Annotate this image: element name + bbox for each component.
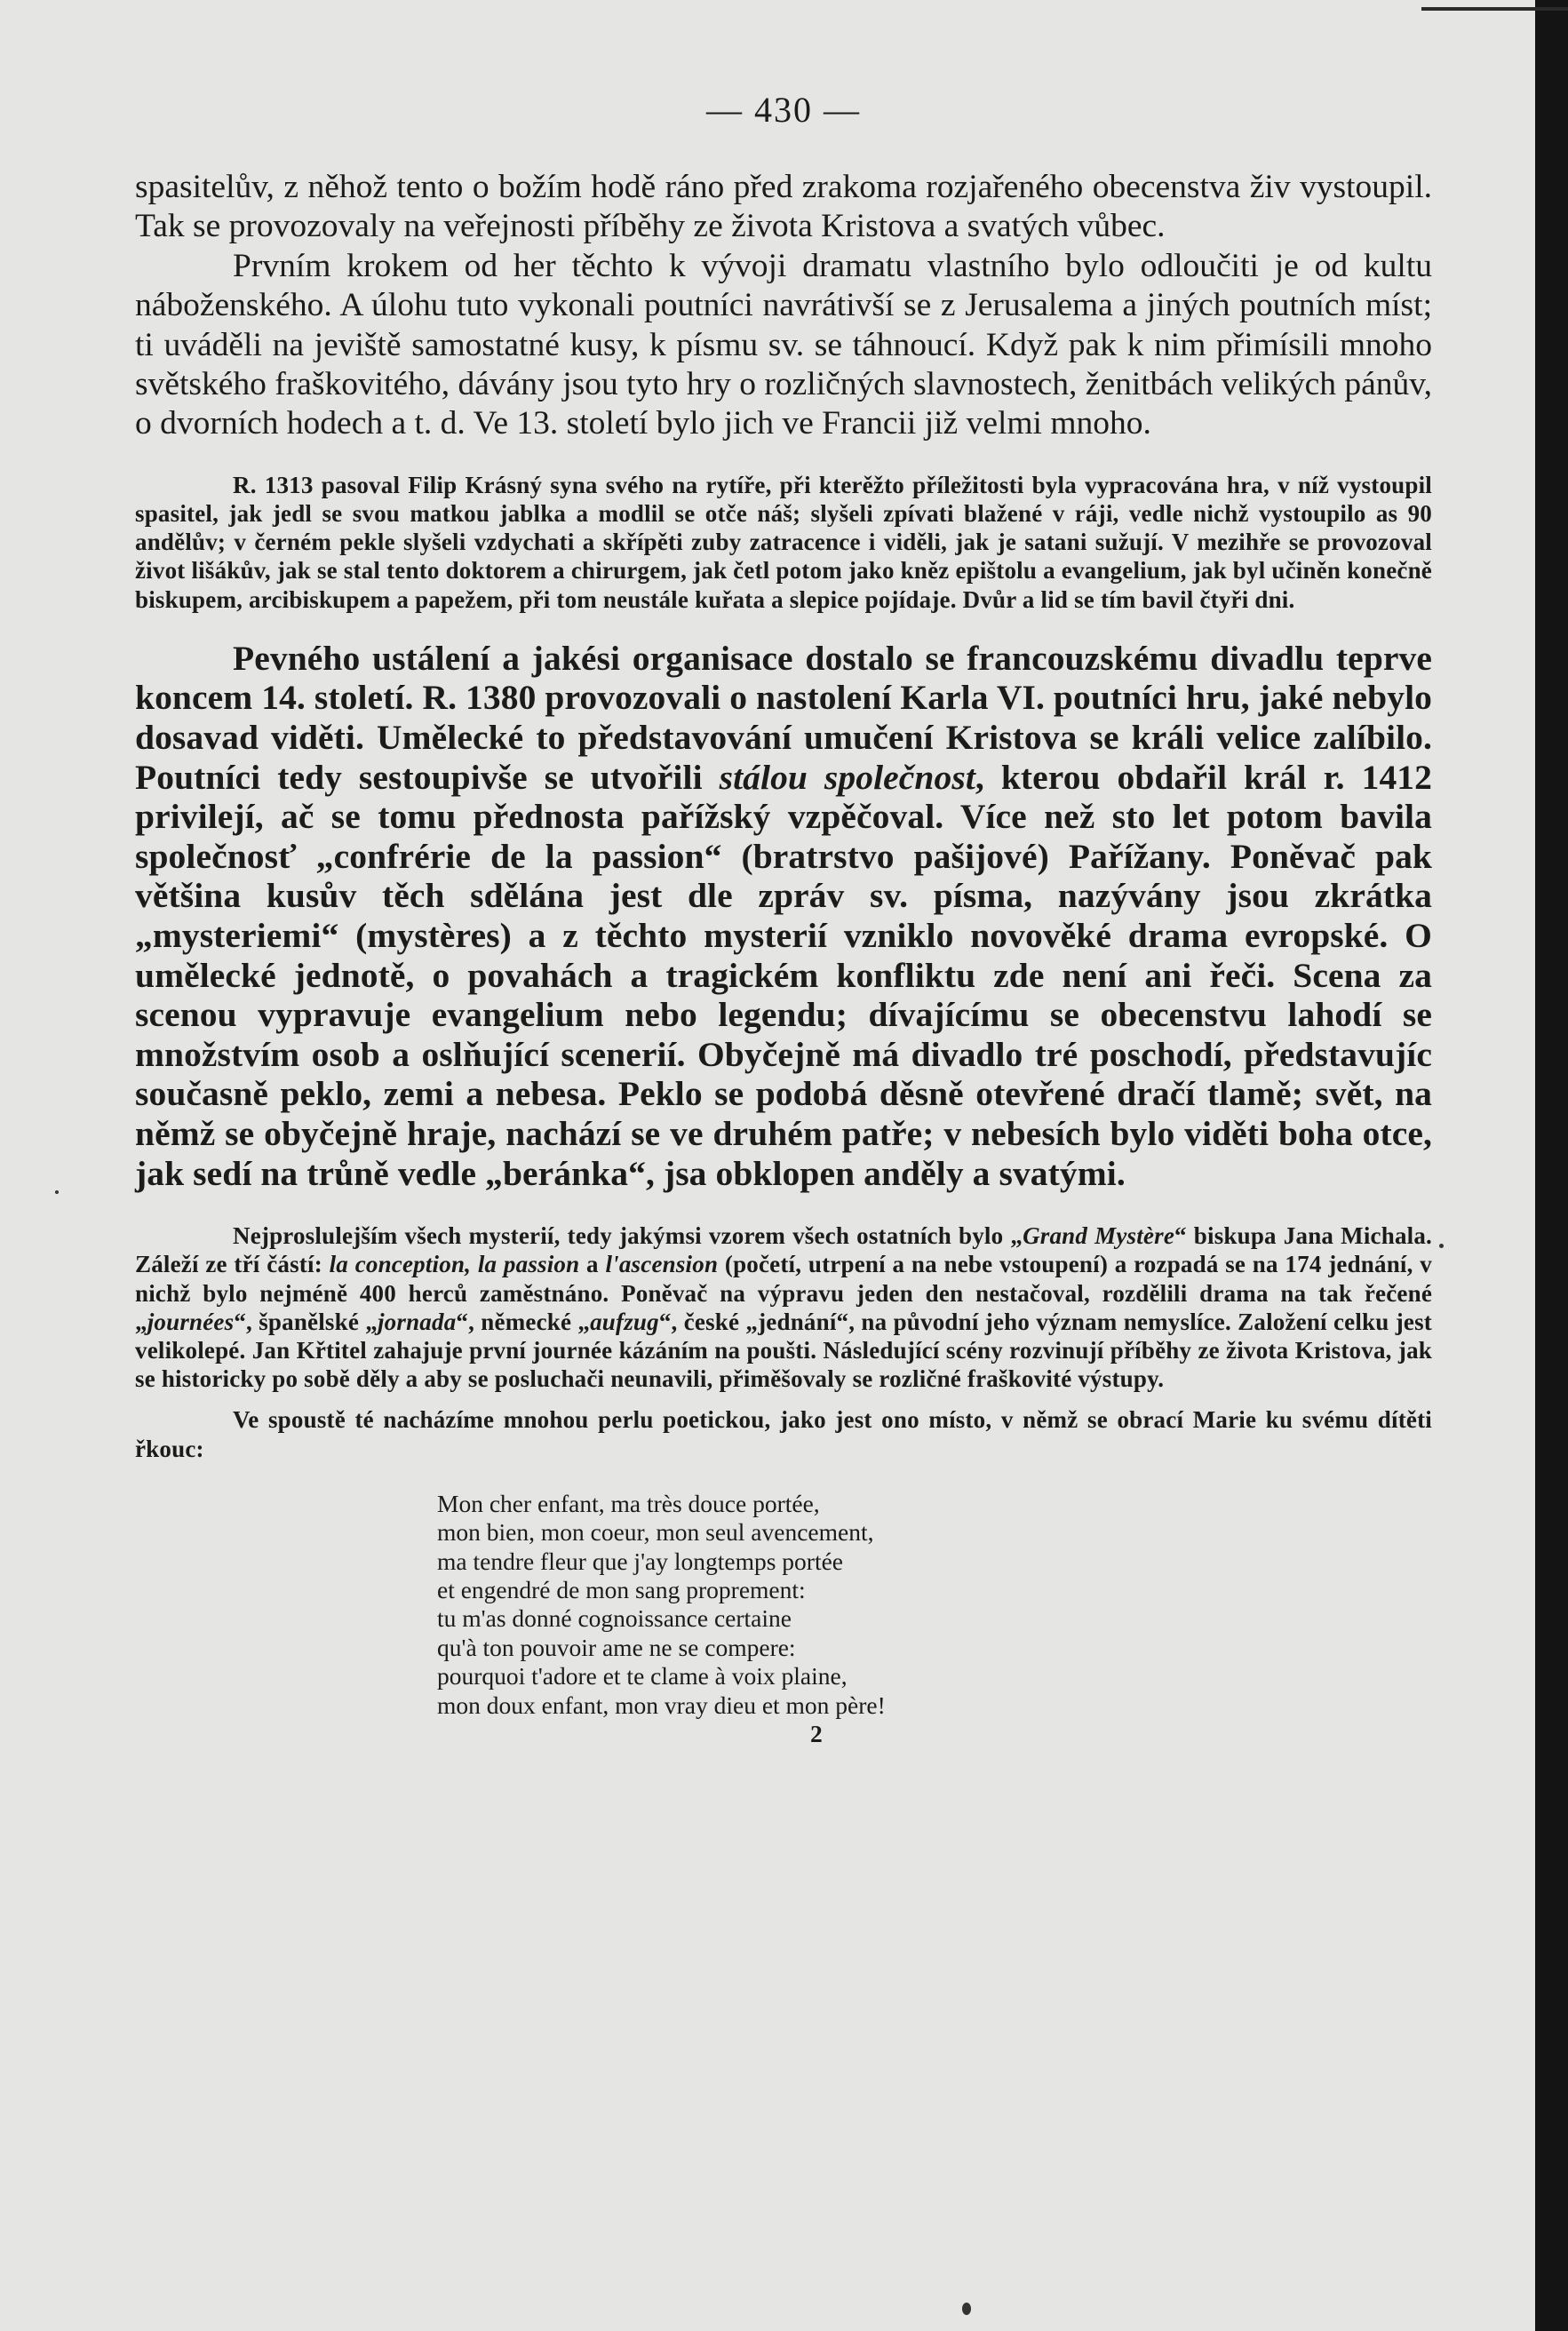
- paragraph-3-text-b: , kterou obdařil král r. 1412 privilejí, ač se tomu přednosta pařížský vzpěčoval. Více než sto let potom bavila společnosť „confrérie de la passion“ (bratrstvo pašijové) Pařížany. Poněvač pak většina kusův těch sdělána jest dle zpráv sv. písma, nazývány jsou zkrátka „mysteriemi“ (mystères) a z těchto mysterií vzniklo novověké drama evropské. O umělecké jednotě, o povahách a tragickém konfliktu zde není ani řeči. Scena za scenou vypravuje evangelium nebo legendu; dívajícímu se obecenstvu lahodí se množstvím osob a oslňující scenerií. Obyčejně má divadlo tré poschodí, představujíc současně peklo, zemi a nebesa. Peklo se podobá děsně otevřené dračí tlamě; svět, na němž se obyčejně hraje, nachází se ve druhém patře; v nebesích bylo viděti boha otce, jak sedí na trůně vedle „beránka“, jsa obklopen anděly a svatými.: [135, 757, 1432, 1193]
- poem-line: mon doux enfant, mon vray dieu et mon père!: [437, 1691, 886, 1719]
- note2-text-5: “, španělské „: [234, 1308, 378, 1335]
- note2-text-7: “, české „jednání“, na původní jeho význam nemyslíce. Založení celku jest velikolepé. Jan Křtitel zahajuje první journée kázáním na poušti. Následující scény rozvinují příběhy ze života Kristova, jak se historicky po sobě děly a aby se posluchači neunavili, přiměšovaly se rozličné fraškovité výstupy.: [135, 1308, 1432, 1393]
- note2-text-2: “ biskupa Jana Michala. Záleží ze tří částí:: [135, 1222, 1432, 1278]
- note2-text-3: a: [579, 1251, 606, 1278]
- note2-italic-6: aufzug: [590, 1308, 659, 1335]
- poem-line: qu'à ton pouvoir ame ne se compere:: [437, 1633, 796, 1661]
- note2-italic-1: Grand Mystère: [1023, 1222, 1175, 1250]
- paragraph-1: spasitelův, z něhož tento o božím hodě ráno před zrakoma rozjařeného obecenstva živ vystoupil. Tak se provozovaly na veřejnosti příběhy ze života Kristova a svatých vůbec.: [135, 169, 1432, 245]
- poem-line: ma tendre fleur que j'ay longtemps portée: [437, 1547, 844, 1575]
- poem-line: tu m'as donné cognoissance certaine: [437, 1604, 792, 1633]
- note2-text-4: (početí, utrpení a na nebe vstoupení) a rozpadá se na 174 jednání, v nichž bylo nejméně 400 herců zaměstnáno. Poněvač na výpravu jeden den nestačoval, rozdělili drama na tak řečené „: [135, 1251, 1432, 1335]
- paragraph-3-text-a: Pevného ustálení a jakési organisace dostalo se francouzskému divadlu teprve koncem 14. století. R. 1380 provozovali o nastolení Karla VI. poutníci hru, jaké nebylo dosavad viděti. Umělecké to představování umučení Kristova se králi velice zalíbilo. Poutníci tedy sestoupivše se utvořili: [135, 638, 1433, 797]
- poem-line: mon bien, mon coeur, mon seul avencement,: [437, 1518, 874, 1547]
- ink-speck: [1439, 1244, 1444, 1248]
- note2-italic-2: la conception, la passion: [329, 1251, 580, 1278]
- note2-italic-3: l'ascension: [605, 1251, 719, 1278]
- note2-text-1: Nejproslulejším všech mysterií, tedy jakýmsi vzorem všech ostatních bylo „: [233, 1222, 1023, 1250]
- poem-block: [437, 1490, 1432, 1749]
- note2-italic-4: journées: [147, 1308, 235, 1335]
- poem-line: Mon cher enfant, ma très douce portée,: [437, 1489, 820, 1517]
- scan-border: [1535, 0, 1568, 2331]
- note2-italic-5: jornada: [377, 1308, 457, 1335]
- paragraph-2: Prvním krokem od her těchto k vývoji dramatu vlastního bylo odloučiti je od kultu náboženského. A úlohu tuto vykonali poutníci navrátivší se z Jerusalema a jiných poutních míst; ti uváděli na jeviště samostatné kusy, k písmu sv. se táhnoucí. Když pak k nim přimísili mnoho světského fraškovitého, dávány jsou tyto hry o rozličných slavnostech, ženitbách velikých pánův, o dvorních hodech a t. d. Ve 13. století bylo jich ve Francii již velmi mnoho.: [135, 247, 1432, 442]
- paragraph-3: [135, 639, 1432, 1193]
- note-intro-poem: Ve spoustě té nacházíme mnohou perlu poetickou, jako jest ono místo, v němž se obrací Marie ku svému dítěti řkouc:: [135, 1406, 1432, 1462]
- footnote-1313: R. 1313 pasoval Filip Krásný syna svého na rytíře, při kterěžto příležitosti byla vypracována hra, v níž vystoupil spasitel, jak jedl se svou matkou jablka a modlil se otče náš; slyšeli zpívati blažené v ráji, vedle nichž vystoupilo as 90 andělův; v černém pekle slyšeli vzdychati a skřípěti zuby zatracence i viděli, jak je satani sužují. V mezihře se provozoval život lišákův, jak se stal tento doktorem a chirurgem, jak četl potom jako kněz epištolu a evangelium, jak byl učiněn konečně biskupem, arcibiskupem a papežem, při tom neustále kuřata a slepice pojídaje. Dvůr a lid se tím bavil čtyři dni.: [135, 471, 1432, 613]
- signature-mark: 2: [810, 1720, 823, 1748]
- note2-text-6: “, německé „: [456, 1308, 591, 1335]
- note-grand-mystere: [135, 1221, 1432, 1393]
- ink-speck: [55, 1190, 59, 1194]
- ink-speck: [962, 2303, 971, 2315]
- paragraph-3-italic: stálou společnost: [719, 757, 975, 797]
- page-content: [135, 89, 1432, 1748]
- poem-line: et engendré de mon sang proprement:: [437, 1576, 806, 1604]
- scan-artifact: [1421, 7, 1568, 11]
- poem-line: pourquoi t'adore et te clame à voix plaine,: [437, 1662, 848, 1691]
- page-number: — 430 —: [706, 90, 861, 130]
